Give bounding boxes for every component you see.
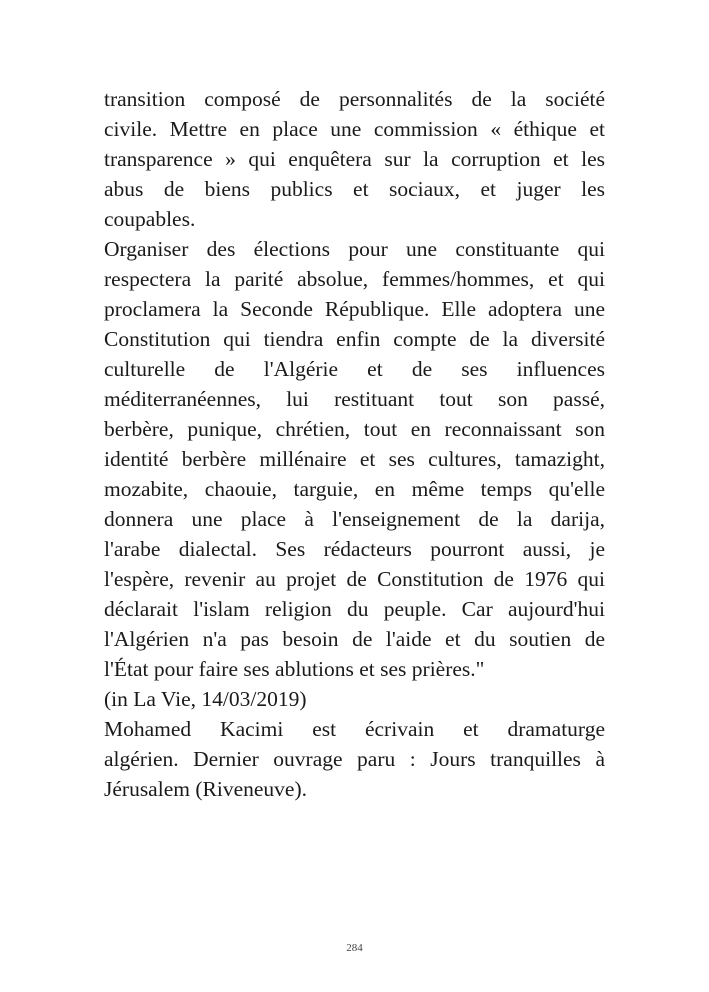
text-line: l'arabe dialectal. Ses rédacteurs pourront aussi, je xyxy=(104,537,605,561)
text-line: transition composé de personnalités de la société xyxy=(104,87,605,111)
text-line: Jérusalem (Riveneuve). xyxy=(104,777,307,801)
page-number: 284 xyxy=(346,942,363,954)
text-line: (in La Vie, 14/03/2019) xyxy=(104,687,307,711)
text-line: transparence » qui enquêtera sur la corruption et les xyxy=(104,147,605,171)
text-line: culturelle de l'Algérie et de ses influences xyxy=(104,357,605,381)
text-line: donnera une place à l'enseignement de la darija, xyxy=(104,507,605,531)
text-line: identité berbère millénaire et ses cultures, tamazight, xyxy=(104,447,605,471)
text-line: Organiser des élections pour une constituante qui xyxy=(104,237,605,261)
text-line: déclarait l'islam religion du peuple. Car aujourd'hui xyxy=(104,597,605,621)
text-line: civile. Mettre en place une commission « éthique et xyxy=(104,117,605,141)
text-line: mozabite, chaouie, targuie, en même temps qu'elle xyxy=(104,477,605,501)
text-line: berbère, punique, chrétien, tout en reconnaissant son xyxy=(104,417,605,441)
text-line: abus de biens publics et sociaux, et juger les xyxy=(104,177,605,201)
text-line: l'espère, revenir au projet de Constitution de 1976 qui xyxy=(104,567,605,591)
text-line: coupables. xyxy=(104,207,196,231)
body-text xyxy=(104,84,605,804)
text-line: Mohamed Kacimi est écrivain et dramaturge xyxy=(104,717,605,741)
text-line: respectera la parité absolue, femmes/hommes, et qui xyxy=(104,267,605,291)
text-line: Constitution qui tiendra enfin compte de la diversité xyxy=(104,327,605,351)
text-line: l'Algérien n'a pas besoin de l'aide et du soutien de xyxy=(104,627,605,651)
text-line: algérien. Dernier ouvrage paru : Jours tranquilles à xyxy=(104,747,605,771)
text-line: l'État pour faire ses ablutions et ses prières." xyxy=(104,657,485,681)
text-line: proclamera la Seconde République. Elle adoptera une xyxy=(104,297,605,321)
text-line: méditerranéennes, lui restituant tout son passé, xyxy=(104,387,605,411)
